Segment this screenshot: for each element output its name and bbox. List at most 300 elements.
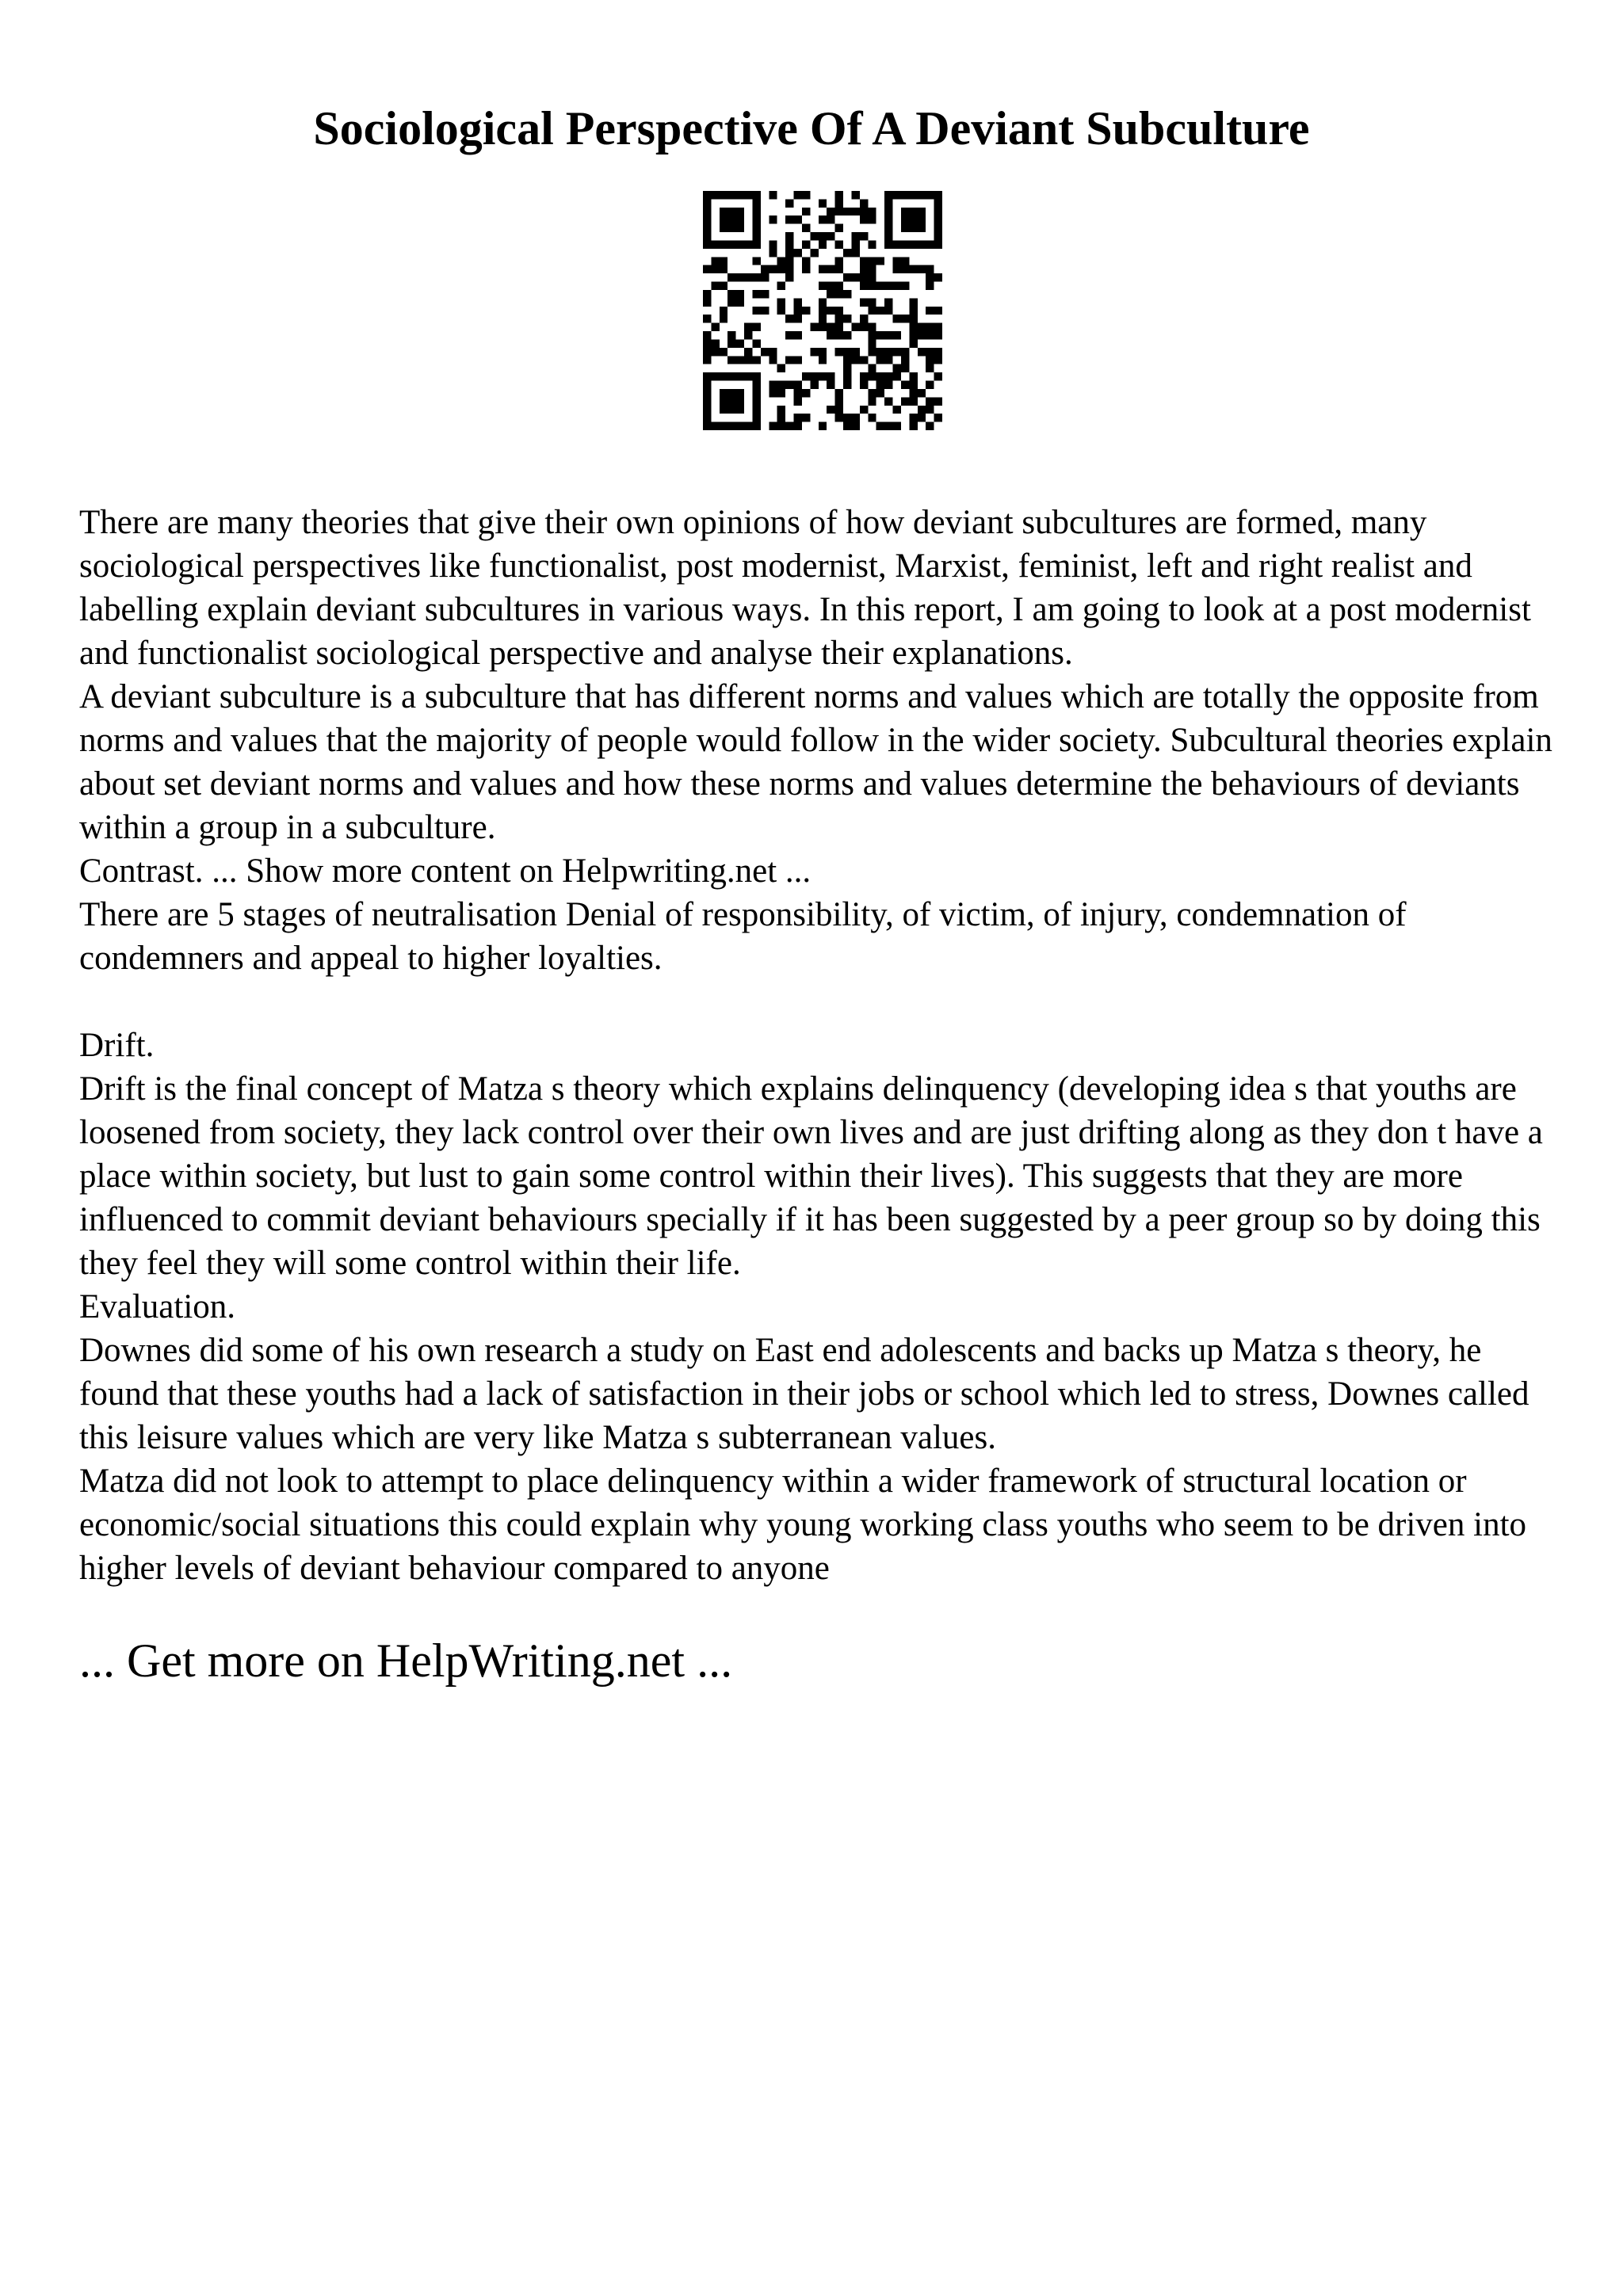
qr-module [727,290,735,298]
qr-module [835,348,843,356]
qr-module [752,339,760,347]
qr-module [819,356,827,364]
qr-module [876,389,884,397]
qr-module [926,307,934,315]
qr-module [703,348,711,356]
qr-module [835,414,843,421]
qr-module [752,356,760,364]
qr-module [785,273,793,281]
qr-module [909,240,917,248]
qr-module [909,191,917,199]
qr-module [868,265,876,273]
qr-module [727,240,735,248]
qr-module [736,240,744,248]
qr-module [884,282,892,290]
qr-module [835,191,843,199]
qr-module [901,191,909,199]
qr-module [720,397,727,405]
qr-module [752,240,760,248]
qr-module [868,348,876,356]
qr-module [909,215,917,223]
page-title: Sociological Perspective Of A Deviant Subculture [313,102,1310,154]
qr-module [884,240,892,248]
qr-module [901,364,909,372]
qr-module [860,215,868,223]
qr-module [827,282,834,290]
qr-module [860,208,868,215]
qr-module [703,406,711,414]
paragraph-contrast: Contrast. ... Show more content on Helpwriting.net ... [79,852,812,890]
qr-module [835,307,843,315]
qr-module [876,307,884,315]
qr-module [901,224,909,232]
qr-module [744,422,752,430]
qr-module [802,414,810,421]
qr-module [802,307,810,315]
qr-module [918,215,926,223]
qr-module [769,191,777,199]
qr-module [918,331,926,339]
qr-module [843,249,851,257]
qr-module [835,323,843,331]
qr-module [711,323,719,331]
qr-module [901,257,909,265]
qr-module [720,422,727,430]
qr-module [827,323,834,331]
qr-module [703,372,711,380]
qr-module [934,240,942,248]
qr-module [835,315,843,322]
qr-module [794,381,802,389]
qr-module [884,356,892,364]
qr-module [926,265,934,273]
qr-module [934,397,942,405]
qr-module [909,323,917,331]
qr-module [794,397,802,405]
qr-module [777,414,785,421]
qr-module [819,199,827,207]
qr-module [810,348,818,356]
qr-module [843,372,851,380]
qr-module [727,339,735,347]
qr-module [720,257,727,265]
qr-module [843,331,851,339]
qr-module [744,348,752,356]
qr-module [752,215,760,223]
qr-module [802,372,810,380]
qr-module [909,265,917,273]
qr-module [752,290,760,298]
qr-module [909,315,917,322]
qr-module [819,422,827,430]
qr-module [835,224,843,232]
qr-module [868,331,876,339]
qr-module [727,331,735,339]
paragraph-definition: A deviant subculture is a subculture that has different norms and values which are totally the opposite from norms and values that the majority of people would follow in the wider society. Subcultural theories explain about set deviant norms and values and how these norms and values determine the behaviours of deviants within a group in a subculture. [79,678,1552,846]
qr-module [703,389,711,397]
qr-module [802,224,810,232]
qr-module [934,414,942,421]
qr-module [868,397,876,405]
qr-module [843,414,851,421]
qr-module [711,339,719,347]
qr-module [794,215,802,223]
qr-module [727,191,735,199]
qr-module [736,339,744,347]
qr-module [720,348,727,356]
qr-module [752,208,760,215]
qr-module [876,257,884,265]
qr-module [802,208,810,215]
qr-module [703,290,711,298]
qr-module [835,240,843,248]
qr-module [926,331,934,339]
qr-module [868,257,876,265]
qr-module [785,257,793,265]
paragraph-drift: Drift is the final concept of Matza s theory which explains delinquency (developing idea s that youths are loosened from society, they lack control over their own lives and are just drifting along as they don t have a place within society, but lust to gain some control within their lives). This suggests that they are more influenced to commit deviant behaviours specially if it has been suggested by a peer group so by doing this they feel they will some control within their life. [79,1070,1543,1282]
qr-module [876,331,884,339]
qr-module [835,397,843,405]
qr-module [851,232,859,240]
qr-module [835,199,843,207]
qr-module [868,240,876,248]
qr-module [736,273,744,281]
qr-module [720,191,727,199]
qr-module [884,422,892,430]
qr-module [860,282,868,290]
paragraph-spacer [79,980,1569,1024]
qr-module [727,298,735,306]
qr-module [876,348,884,356]
qr-module [761,307,769,315]
qr-module [736,356,744,364]
qr-module [926,240,934,248]
qr-module [736,215,744,223]
qr-module [934,356,942,364]
qr-module [926,323,934,331]
paragraph-neutralisation: There are 5 stages of neutralisation Denial of responsibility, of victim, of injury, condemnation of condemners and appeal to higher loyalties. [79,896,1407,977]
qr-module [934,191,942,199]
qr-module [752,232,760,240]
qr-module [868,215,876,223]
qr-module [769,265,777,273]
qr-module [736,406,744,414]
qr-module [876,282,884,290]
qr-module [752,199,760,207]
qr-module [835,290,843,298]
qr-module [909,224,917,232]
qr-module [720,315,727,322]
qr-module [876,372,884,380]
qr-module [777,298,785,306]
qr-module [727,224,735,232]
qr-module [752,414,760,421]
qr-module [727,372,735,380]
qr-module [851,208,859,215]
qr-module [727,356,735,364]
qr-module [819,282,827,290]
qr-module [736,389,744,397]
document-body [79,501,1569,1590]
qr-module [703,208,711,215]
qr-module [761,290,769,298]
qr-module [884,348,892,356]
qr-module [843,315,851,322]
qr-module [868,282,876,290]
qr-module [909,208,917,215]
qr-module [777,364,785,372]
qr-module [810,249,818,257]
qr-module [802,191,810,199]
qr-module [752,406,760,414]
qr-module [851,356,859,364]
qr-module [901,208,909,215]
qr-module [827,406,834,414]
qr-module [794,389,802,397]
qr-module [926,273,934,281]
qr-module [794,414,802,421]
qr-module [884,191,892,199]
qr-module [901,356,909,364]
qr-module [918,208,926,215]
qr-module [893,282,901,290]
qr-module [727,422,735,430]
qr-module [884,199,892,207]
qr-module [827,290,834,298]
qr-module [761,265,769,273]
qr-module [785,232,793,240]
qr-module [703,397,711,405]
paragraph-drift-heading: Drift. [79,1027,155,1064]
qr-module [827,208,834,215]
qr-module [868,307,876,315]
qr-module [868,273,876,281]
qr-module [727,397,735,405]
qr-module [835,265,843,273]
qr-module [901,265,909,273]
qr-module [884,381,892,389]
qr-module [909,307,917,315]
qr-module [736,422,744,430]
qr-module [843,348,851,356]
qr-module [736,208,744,215]
qr-module [769,348,777,356]
qr-module [901,348,909,356]
qr-module [777,389,785,397]
qr-module [777,381,785,389]
qr-module [909,422,917,430]
qr-module [802,389,810,397]
qr-module [926,282,934,290]
qr-module [744,273,752,281]
paragraph-downes: Downes did some of his own research a study on East end adolescents and backs up Matza s theory, he found that these youths had a lack of satisfaction in their jobs or school which led to stress, Downes called this leisure values which are very like Matza s subterranean values. [79,1332,1529,1456]
qr-module [851,414,859,421]
qr-module [934,232,942,240]
qr-module [827,331,834,339]
qr-module [884,224,892,232]
qr-module [934,273,942,281]
qr-module [794,191,802,199]
qr-module [909,372,917,380]
qr-module [752,323,760,331]
qr-module [868,389,876,397]
qr-module [835,257,843,265]
qr-module [819,372,827,380]
qr-module [843,273,851,281]
qr-module [761,348,769,356]
qr-module [901,381,909,389]
qr-module [727,273,735,281]
qr-module [785,240,793,248]
qr-module [926,422,934,430]
qr-module [794,315,802,322]
qr-module [926,191,934,199]
qr-module [934,372,942,380]
qr-module [752,191,760,199]
qr-module [868,364,876,372]
qr-module [720,240,727,248]
qr-module [720,224,727,232]
qr-module [918,348,926,356]
qr-module [785,331,793,339]
qr-module [711,257,719,265]
qr-module [843,356,851,364]
qr-module [893,265,901,273]
qr-module [736,397,744,405]
qr-module [711,240,719,248]
qr-module [736,191,744,199]
qr-module [769,389,777,397]
qr-module [744,356,752,364]
qr-module [711,191,719,199]
qr-module [909,381,917,389]
qr-module [752,257,760,265]
qr-module [785,381,793,389]
qr-module [909,339,917,347]
qr-module [860,265,868,273]
qr-module [777,265,785,273]
qr-module [720,282,727,290]
qr-module [860,232,868,240]
qr-module [703,339,711,347]
qr-module [860,273,868,281]
qr-module [926,364,934,372]
qr-module [785,422,793,430]
qr-module [868,414,876,421]
qr-module [909,414,917,421]
qr-module [876,356,884,364]
qr-module [876,422,884,430]
qr-module [909,298,917,306]
qr-module [860,315,868,322]
qr-module [884,372,892,380]
qr-module [901,240,909,248]
qr-module [868,372,876,380]
qr-module [819,265,827,273]
qr-module [703,224,711,232]
qr-module [843,422,851,430]
qr-module [819,323,827,331]
qr-module [893,191,901,199]
qr-module [761,273,769,281]
qr-module [810,372,818,380]
qr-module [918,240,926,248]
qr-module [926,381,934,389]
qr-module [711,265,719,273]
qr-module [860,323,868,331]
get-more-link[interactable]: ... Get more on HelpWriting.net ... [79,1634,733,1687]
qr-module [744,240,752,248]
qr-module [752,273,760,281]
qr-module [794,298,802,306]
qr-module [810,381,818,389]
qr-module [926,397,934,405]
qr-module [851,240,859,248]
qr-module [794,356,802,364]
qr-module [884,331,892,339]
qr-module [918,224,926,232]
qr-module [727,208,735,215]
qr-module [819,307,827,315]
qr-module [810,323,818,331]
qr-module [851,422,859,430]
qr-module [835,331,843,339]
qr-module [868,298,876,306]
qr-module [860,257,868,265]
qr-module [868,323,876,331]
qr-module [720,389,727,397]
qr-module [843,290,851,298]
qr-module [703,414,711,421]
qr-module [752,307,760,315]
qr-module [720,265,727,273]
qr-module [802,240,810,248]
qr-module [769,240,777,248]
paragraph-evaluation-heading: Evaluation. [79,1288,236,1325]
qr-module [819,298,827,306]
qr-module [777,406,785,414]
qr-module [785,249,793,257]
qr-module [703,191,711,199]
qr-module [893,315,901,322]
qr-module [777,422,785,430]
qr-module [893,406,901,414]
qr-module [827,307,834,315]
qr-module [926,348,934,356]
qr-module [769,249,777,257]
qr-module [703,240,711,248]
qr-module [835,406,843,414]
qr-module [876,381,884,389]
qr-module [711,422,719,430]
qr-module [868,208,876,215]
qr-module [909,397,917,405]
qr-module [777,307,785,315]
qr-module [703,356,711,364]
qr-module [909,389,917,397]
qr-module [785,356,793,364]
qr-module [860,372,868,380]
qr-module [884,307,892,315]
qr-module [884,397,892,405]
qr-module [893,372,901,380]
qr-module [736,372,744,380]
qr-module [703,381,711,389]
qr-module [893,348,901,356]
qr-module [860,381,868,389]
qr-module [901,282,909,290]
qr-module [769,356,777,364]
